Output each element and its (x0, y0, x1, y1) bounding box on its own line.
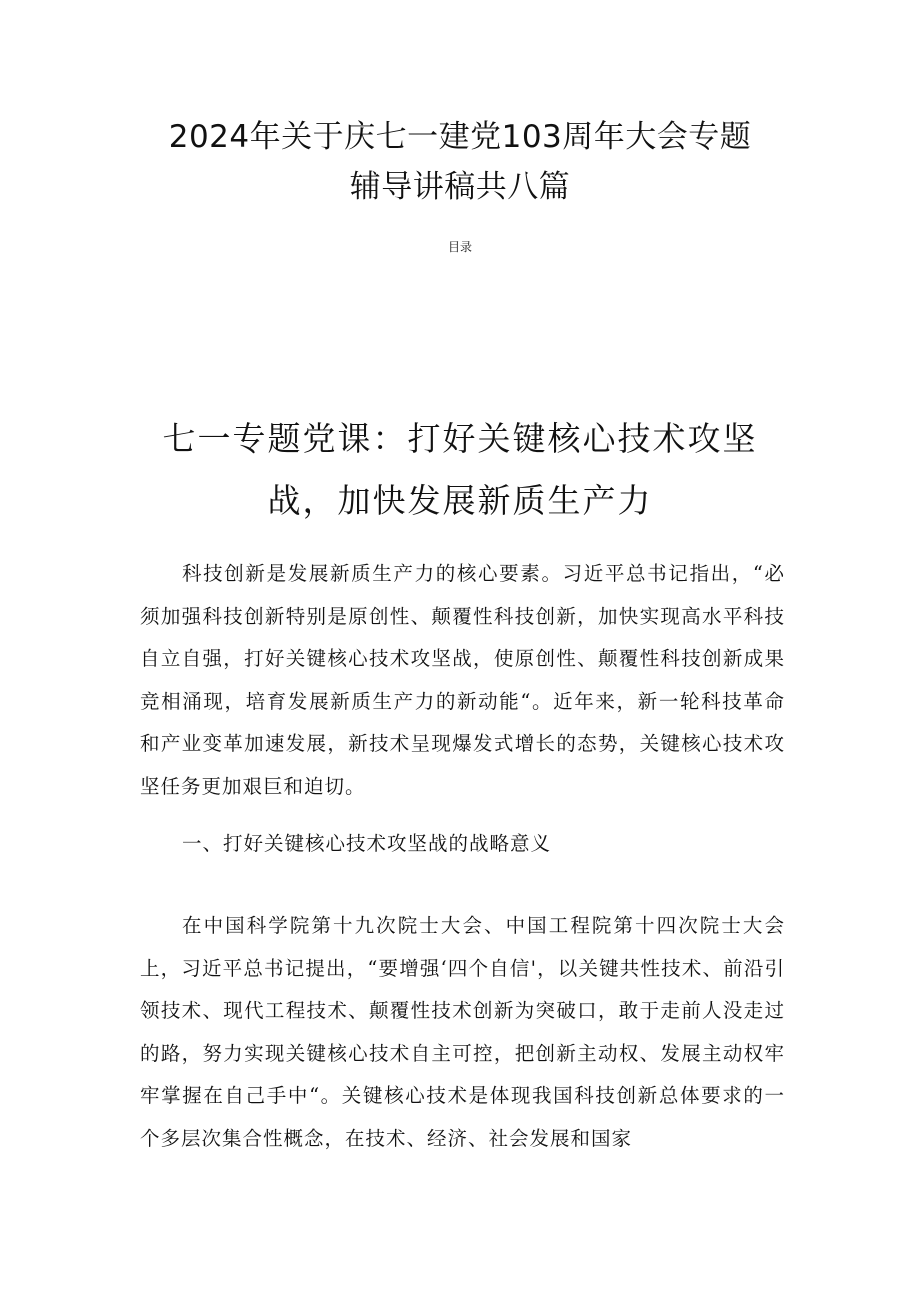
table-of-contents-label: 目录 (447, 240, 472, 254)
body-paragraph-1: 科技创新是发展新质生产力的核心要素。习近平总书记指出，“必须加强科技创新特别是原创性、颠覆性科技创新，加快实现高水平科技自立自强，打好关键核心技术攻坚战，使原创性、颠覆性科技创新成果竞相涌现，培育发展新质生产力的新动能“。近年来，新一轮科技革命和产业变革加速发展，新技术呈现爆发式增长的态势，关键核心技术攻坚任务更加艰巨和迫切。 (140, 562, 785, 798)
document-title-line-1: 2024年关于庆七一建党103周年大会专题 (168, 119, 752, 155)
section-title-line-2: 战，加快发展新质生产力 (267, 481, 653, 520)
section-title (0, 408, 920, 532)
body-paragraph-2: 在中国科学院第十九次院士大会、中国工程院第十四次院士大会上，习近平总书记提出，“要增强‘四个自信'，以关键共性技术、前沿引领技术、现代工程技术、颠覆性技术创新为突破口，敢于走前人没走过的路，努力实现关键核心技术自主可控，把创新主动权、发展主动权牢牢掌握在自己手中“。关键核心技术是体现我国科技创新总体要求的一个多层次集合性概念，在技术、经济、社会发展和国家 (140, 914, 785, 1150)
document-title-line-2: 辅导讲稿共八篇 (349, 169, 571, 205)
document-title (0, 112, 920, 212)
section-title-line-1: 七一专题党课：打好关键核心技术攻坚 (162, 419, 758, 458)
subheading-strategic-significance: 一、打好关键核心技术攻坚战的战略意义 (182, 832, 552, 855)
